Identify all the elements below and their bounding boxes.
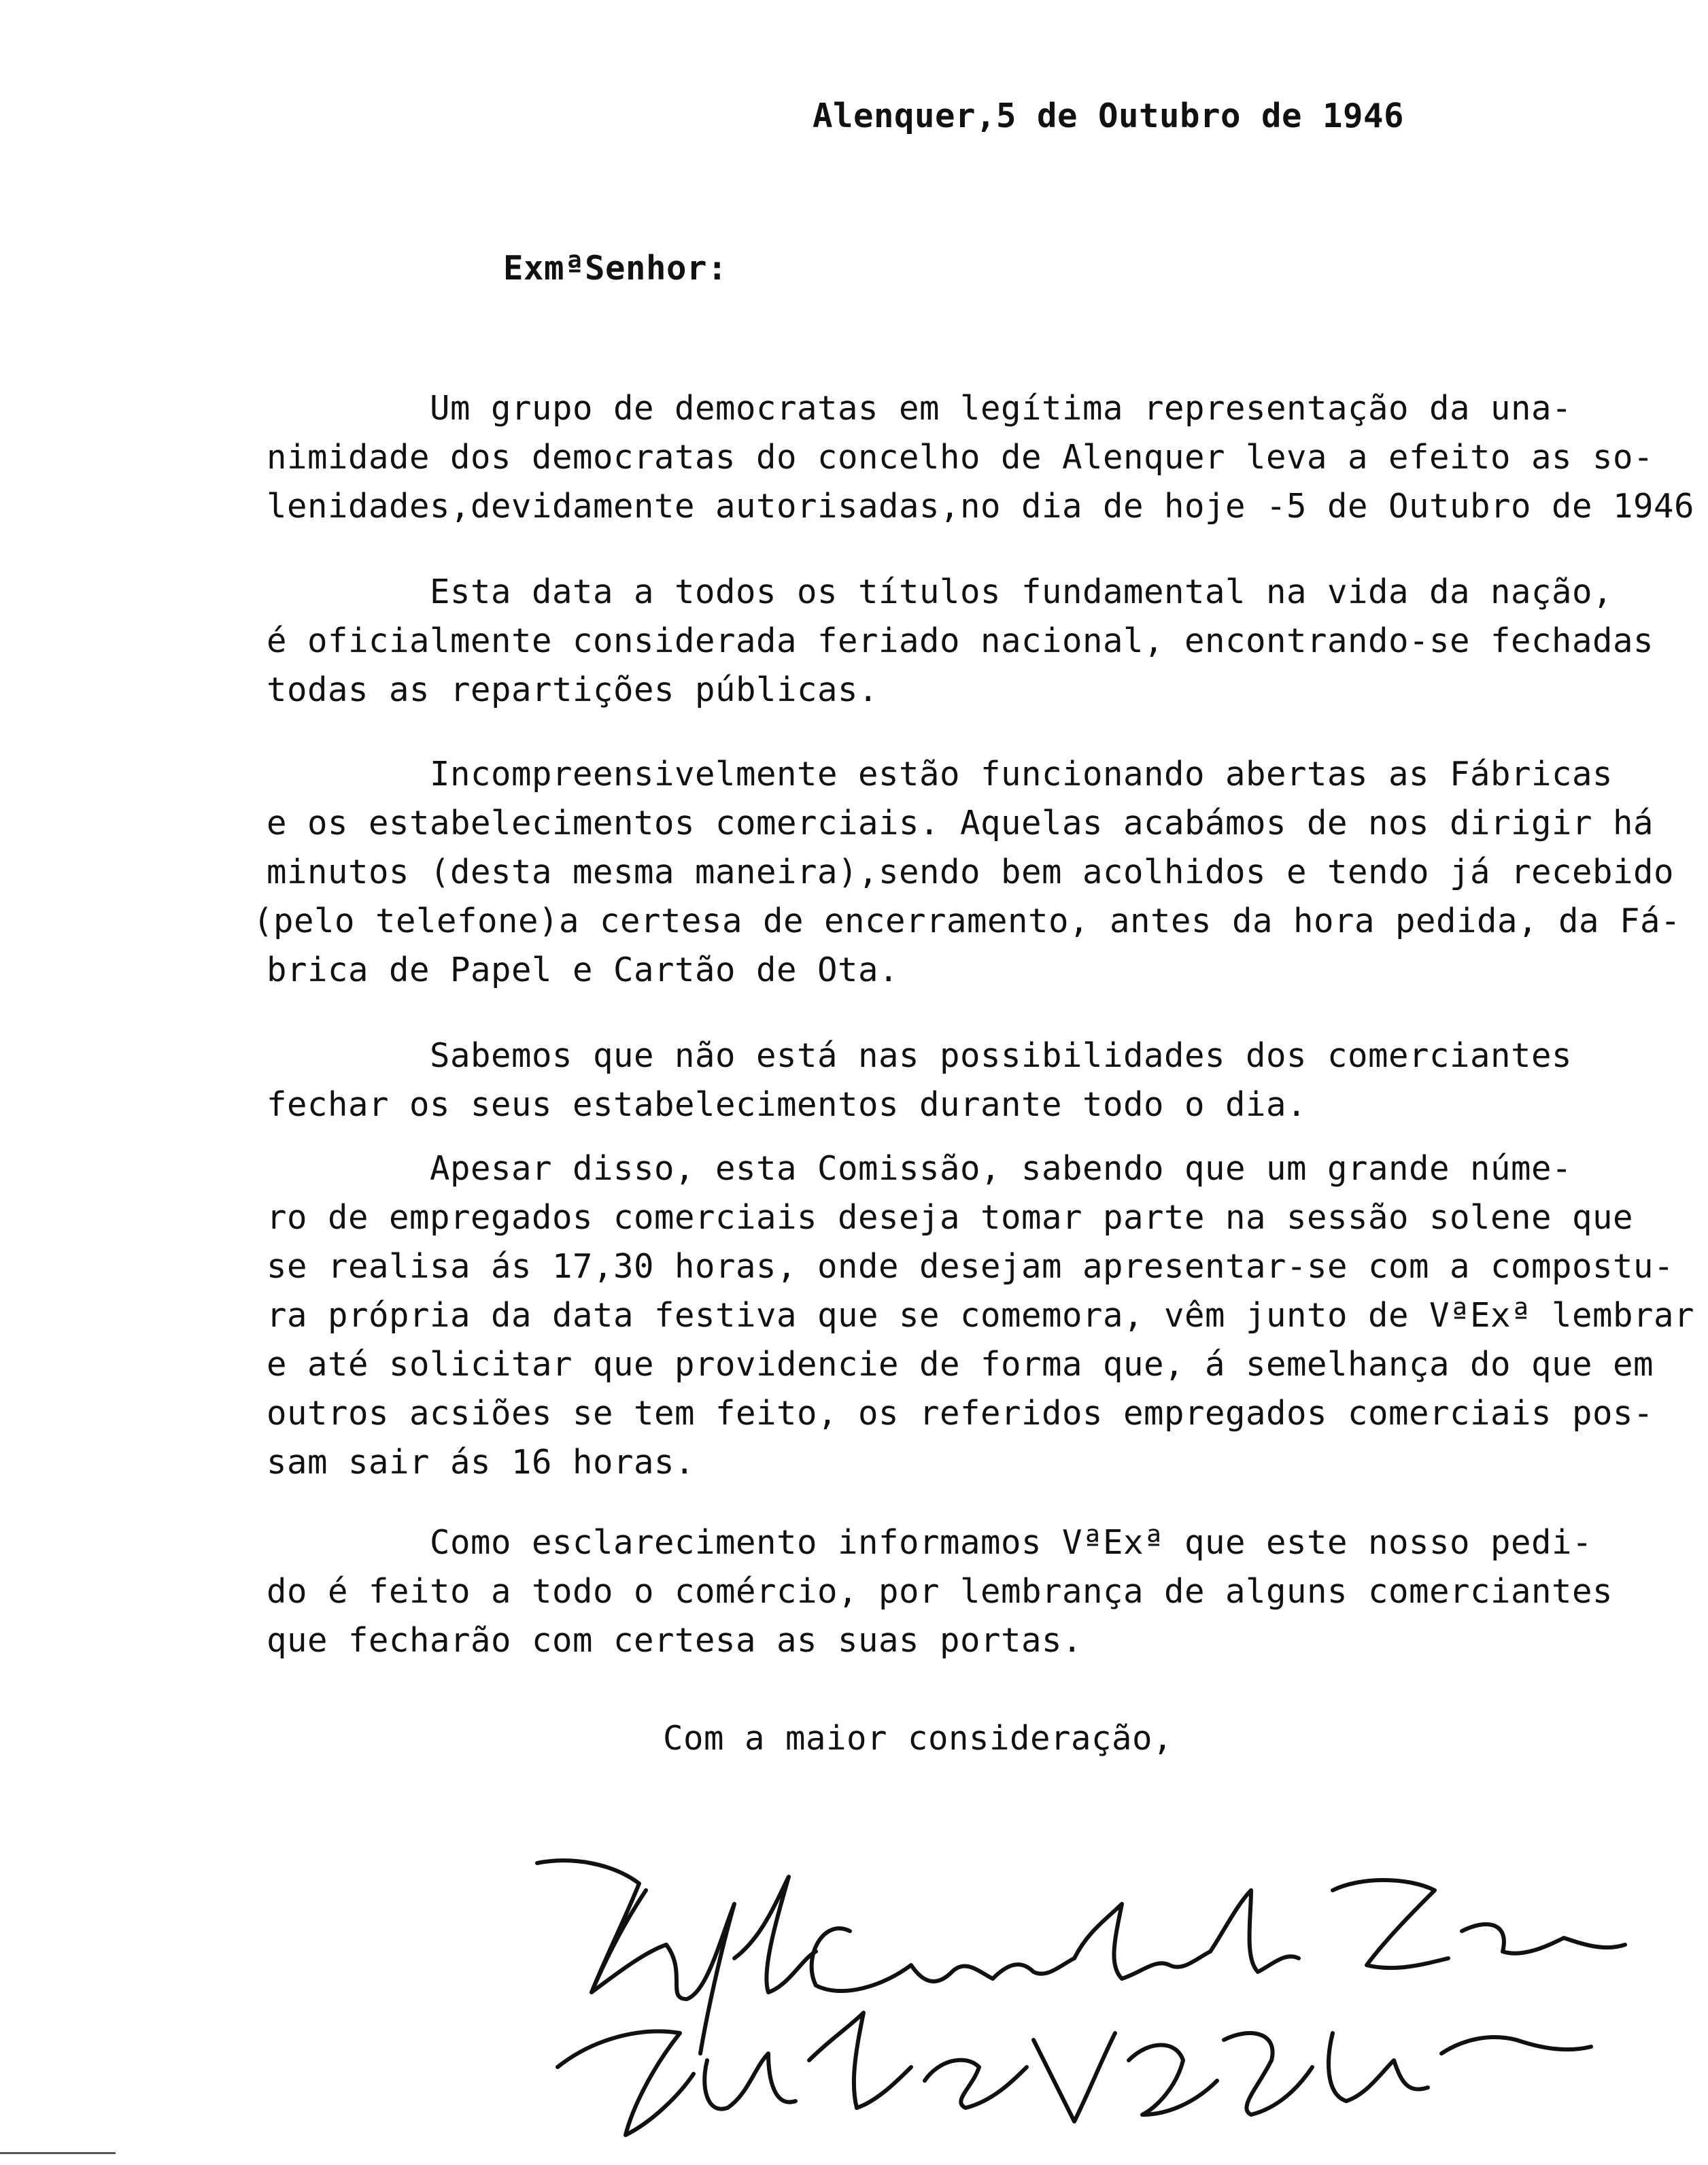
body-line: todas as repartições públicas. — [267, 670, 879, 709]
salutation: ExmªSenhor: — [503, 249, 728, 288]
body-line: nimidade dos democratas do concelho de Alenquer leva a efeito as so- — [267, 438, 1654, 477]
body-line: (pelo telefone)a certesa de encerramento, antes da hora pedida, da Fá- — [253, 902, 1681, 940]
body-line: ra própria da data festiva que se comemora, vêm junto de VªExª lembrar — [267, 1296, 1695, 1335]
body-line: do é feito a todo o comércio, por lembrança de alguns comerciantes — [267, 1572, 1613, 1611]
handwritten-signatures — [530, 1836, 1673, 2162]
body-line: e até solicitar que providencie de forma que, á semelhança do que em — [267, 1345, 1654, 1384]
body-line: Esta data a todos os títulos fundamental na vida da nação, — [267, 573, 1613, 611]
body-line: minutos (desta mesma maneira),sendo bem acolhidos e tendo já recebido — [267, 853, 1675, 891]
body-line: Um grupo de democratas em legítima representação da una- — [267, 389, 1573, 428]
body-line: outros acsiões se tem feito, os referidos empregados comerciais pos- — [267, 1394, 1654, 1433]
body-line: que fecharão com certesa as suas portas. — [267, 1621, 1083, 1660]
body-line: Apesar disso, esta Comissão, sabendo que um grande núme- — [267, 1149, 1573, 1188]
date-line: Alenquer,5 de Outubro de 1946 — [813, 97, 1405, 135]
body-line: se realisa ás 17,30 horas, onde desejam apresentar-se com a compostu- — [267, 1247, 1675, 1286]
body-line: brica de Papel e Cartão de Ota. — [267, 951, 900, 989]
footer-edge-mark — [0, 2152, 116, 2154]
body-line: ro de empregados comerciais deseja tomar parte na sessão solene que — [267, 1198, 1634, 1237]
body-line: lenidades,devidamente autorisadas,no dia de hoje -5 de Outubro de 1946 — [267, 487, 1695, 526]
body-line: sam sair ás 16 horas. — [267, 1443, 696, 1482]
closing-line: Com a maior consideração, — [663, 1719, 1174, 1758]
body-line: Incompreensivelmente estão funcionando abertas as Fábricas — [267, 755, 1613, 794]
body-line: fechar os seus estabelecimentos durante todo o dia. — [267, 1085, 1308, 1124]
body-line: Como esclarecimento informamos VªExª que este nosso pedi- — [267, 1523, 1593, 1562]
body-line: é oficialmente considerada feriado nacional, encontrando-se fechadas — [267, 621, 1654, 660]
body-line: e os estabelecimentos comerciais. Aquelas acabámos de nos dirigir há — [267, 804, 1654, 842]
body-line: Sabemos que não está nas possibilidades dos comerciantes — [267, 1036, 1573, 1075]
